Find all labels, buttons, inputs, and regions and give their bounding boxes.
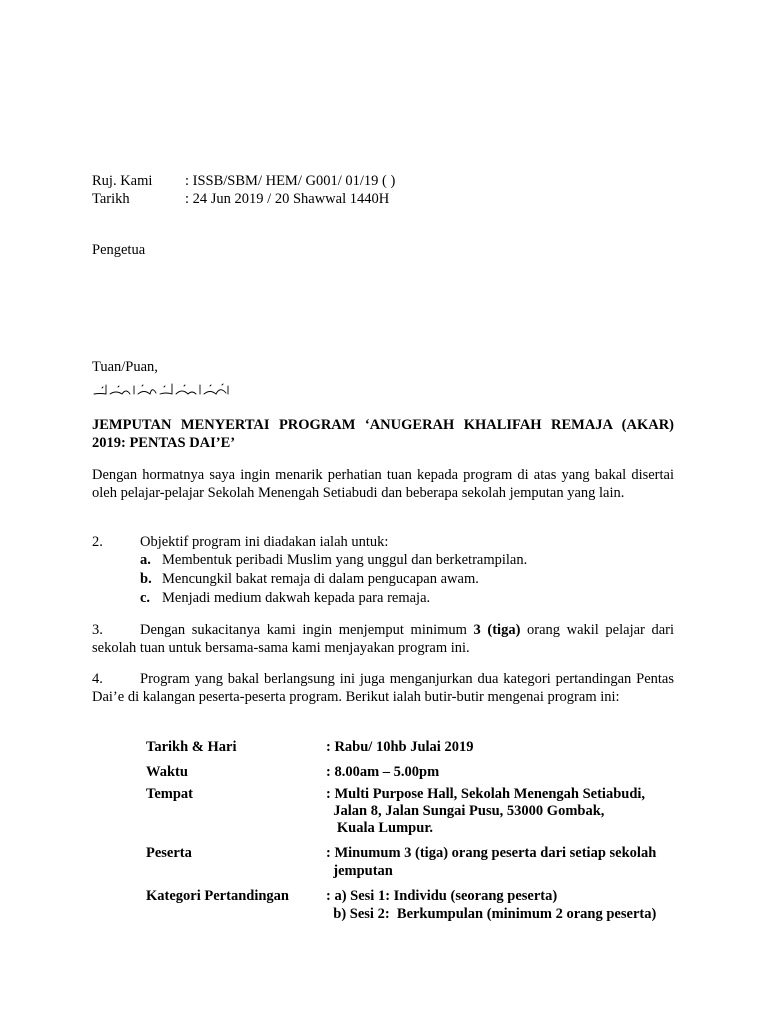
salam-calligraphy — [92, 380, 232, 400]
recipient: Pengetua — [92, 242, 146, 258]
ref-value-ruj: : ISSB/SBM/ HEM/ G001/ 01/19 ( ) — [185, 173, 396, 189]
detail-label-venue: Tempat — [146, 786, 193, 802]
greeting: Tuan/Puan, — [92, 359, 158, 375]
objective-text: Menjadi medium dakwah kepada para remaja. — [162, 590, 431, 606]
paragraph-number: 4. — [92, 671, 103, 687]
objective-letter: b. — [140, 571, 152, 587]
letter-title: JEMPUTAN MENYERTAI PROGRAM ‘ANUGERAH KHALIFAH REMAJA (AKAR) 2019: PENTAS DAI’E’ — [92, 417, 674, 451]
intro-paragraph: Dengan hormatnya saya ingin menarik perhatian tuan kepada program di atas yang bakal disertai oleh pelajar-pelajar Sekolah Menengah Setiabudi dan beberapa sekolah jemputan yang lain. — [92, 467, 674, 501]
paragraph-text-before: Dengan sukacitanya kami ingin menjemput minimum — [140, 622, 474, 638]
paragraph-3 — [92, 621, 674, 657]
objective-letter: c. — [140, 590, 151, 606]
paragraph-number: 3. — [92, 622, 103, 638]
paragraph-4 — [92, 670, 674, 706]
objective-item — [140, 589, 430, 607]
detail-value-venue-1: : Multi Purpose Hall, Sekolah Menengah Setiabudi, — [326, 786, 646, 802]
detail-label-date: Tarikh & Hari — [146, 739, 237, 755]
ref-label-ruj: Ruj. Kami — [92, 173, 153, 189]
detail-value-category-1: : a) Sesi 1: Individu (seorang peserta) — [326, 888, 558, 904]
ref-value-tarikh: : 24 Jun 2019 / 20 Shawwal 1440H — [185, 191, 390, 207]
objective-item — [140, 570, 479, 588]
detail-value-date: : Rabu/ 10hb Julai 2019 — [326, 739, 474, 755]
detail-value-participants-1: : Minumum 3 (tiga) orang peserta dari setiap sekolah — [326, 845, 657, 861]
detail-label-time: Waktu — [146, 764, 188, 780]
paragraph-text: Program yang bakal berlangsung ini juga menganjurkan dua kategori pertandingan Pentas Dai’e di kalangan peserta-peserta program. Berikut ialah butir-butir mengenai program ini: — [92, 671, 674, 705]
detail-value-venue-3: Kuala Lumpur. — [326, 820, 434, 836]
detail-value-category-2: b) Sesi 2: Berkumpulan (minimum 2 orang peserta) — [326, 906, 657, 922]
paragraph-bold: 3 (tiga) — [473, 622, 521, 638]
detail-value-venue-2: Jalan 8, Jalan Sungai Pusu, 53000 Gombak, — [326, 803, 605, 819]
ref-label-tarikh: Tarikh — [92, 191, 130, 207]
objective-item — [140, 551, 527, 569]
objective-letter: a. — [140, 552, 151, 568]
detail-label-participants: Peserta — [146, 845, 192, 861]
detail-label-category: Kategori Pertandingan — [146, 888, 289, 904]
objective-text: Membentuk peribadi Muslim yang unggul dan berketrampilan. — [162, 552, 528, 568]
detail-value-time: : 8.00am – 5.00pm — [326, 764, 440, 780]
paragraph-text-after: orang wakil pelajar dari sekolah tuan untuk bersama-sama kami menjayakan program ini. — [92, 622, 675, 656]
detail-value-participants-2: jemputan — [326, 863, 393, 879]
paragraph-2 — [92, 533, 674, 551]
paragraph-text: Objektif program ini diadakan ialah untuk: — [140, 534, 389, 550]
paragraph-number: 2. — [92, 534, 103, 550]
objective-text: Mencungkil bakat remaja di dalam pengucapan awam. — [162, 571, 479, 587]
